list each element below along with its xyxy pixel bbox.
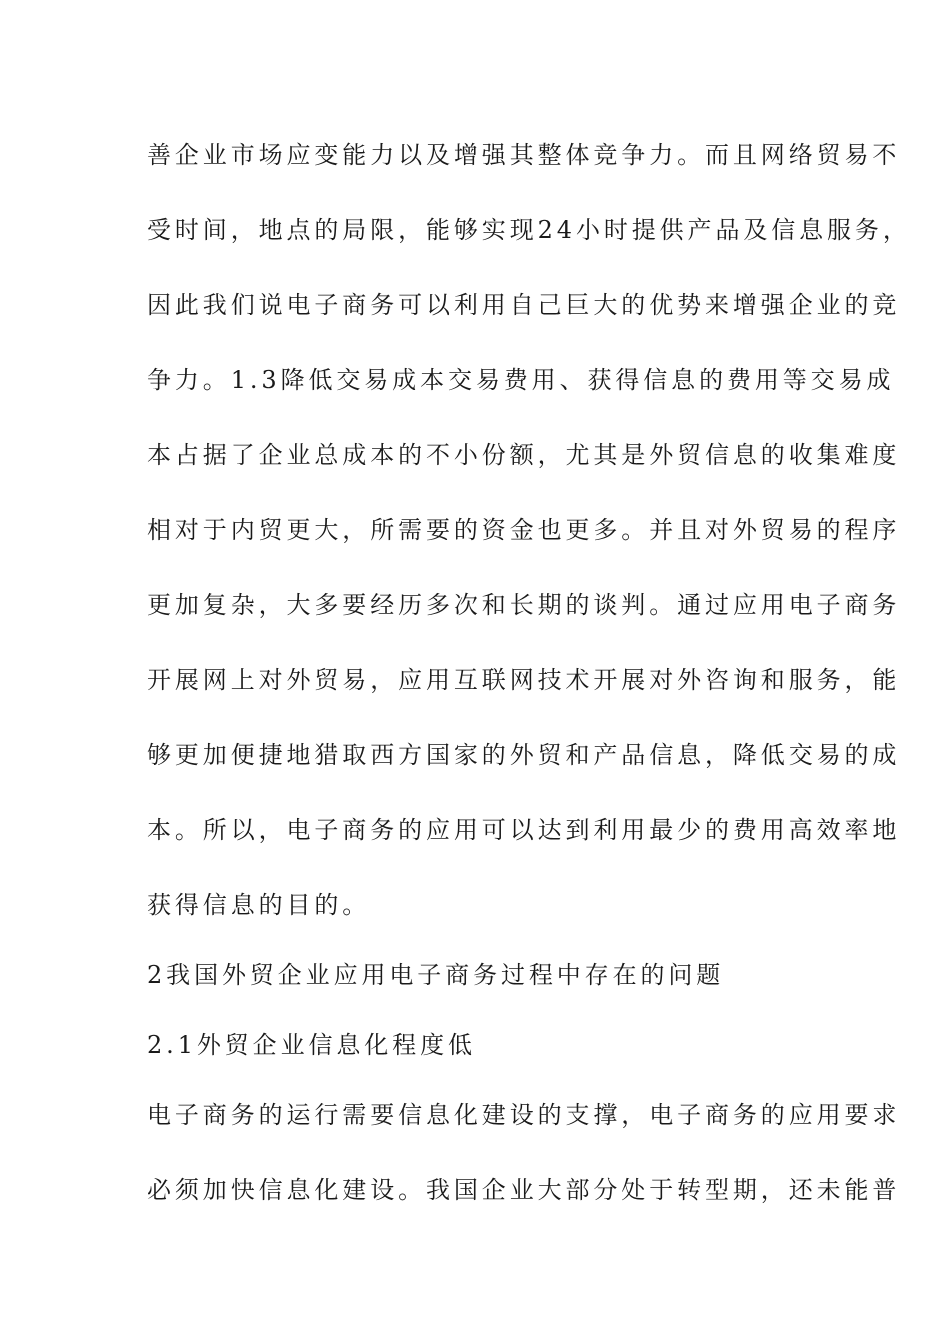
paragraph-line: 本。所以，电子商务的应用可以达到利用最少的费用高效率地 (147, 816, 901, 844)
paragraph-line: 开展网上对外贸易，应用互联网技术开展对外咨询和服务，能 (147, 666, 901, 694)
paragraph-line: 更加复杂，大多要经历多次和长期的谈判。通过应用电子商务 (147, 591, 901, 619)
paragraph-line: 因此我们说电子商务可以利用自己巨大的优势来增强企业的竞 (147, 291, 901, 319)
paragraph-line: 受时间，地点的局限，能够实现24小时提供产品及信息服务， (147, 216, 911, 244)
body-text (147, 130, 911, 1240)
paragraph-line: 本占据了企业总成本的不小份额，尤其是外贸信息的收集难度 (147, 441, 901, 469)
paragraph-line: 争力。1.3降低交易成本交易费用、获得信息的费用等交易成 (147, 366, 895, 394)
paragraph-line: 够更加便捷地猎取西方国家的外贸和产品信息，降低交易的成 (147, 741, 901, 769)
paragraph-line: 善企业市场应变能力以及增强其整体竞争力。而且网络贸易不 (147, 141, 901, 169)
section-heading: 2我国外贸企业应用电子商务过程中存在的问题 (147, 961, 725, 989)
paragraph-line: 相对于内贸更大，所需要的资金也更多。并且对外贸易的程序 (147, 516, 901, 544)
paragraph-line: 获得信息的目的。 (147, 891, 371, 919)
paragraph-line: 必须加快信息化建设。我国企业大部分处于转型期，还未能普 (147, 1176, 901, 1204)
subsection-heading: 2.1外贸企业信息化程度低 (147, 1031, 476, 1059)
paragraph-line: 电子商务的运行需要信息化建设的支撑，电子商务的应用要求 (147, 1101, 901, 1129)
